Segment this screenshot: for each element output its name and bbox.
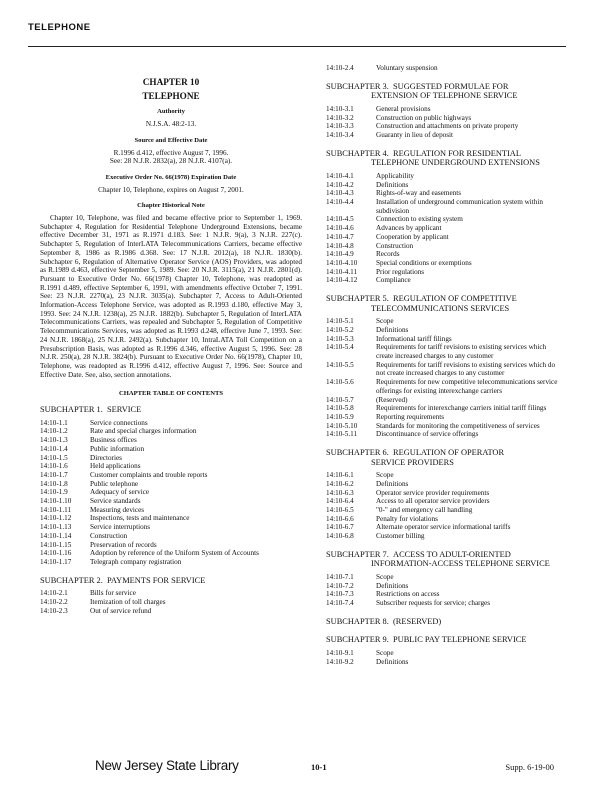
section-number: 14:10-5.6 bbox=[326, 378, 354, 387]
section-number: 14:10-1.1 bbox=[40, 418, 68, 427]
toc-entry bbox=[40, 532, 302, 541]
section-number: 14:10-1.3 bbox=[40, 436, 68, 445]
section-number: 14:10-5.9 bbox=[326, 412, 354, 421]
toc-entry bbox=[40, 471, 302, 480]
toc-entry bbox=[40, 523, 302, 532]
section-number: 14:10-5.3 bbox=[326, 334, 354, 343]
section-number: 14:10-1.5 bbox=[40, 453, 68, 462]
section-title: Definitions bbox=[376, 325, 409, 334]
section-number: 14:10-2.1 bbox=[40, 589, 68, 598]
section-title: Requirements for tariff revisions to existing services which create increased charges to any customer bbox=[376, 343, 547, 361]
section-number: 14:10-1.11 bbox=[40, 505, 72, 514]
right-subchapters bbox=[326, 64, 558, 666]
header-rule bbox=[28, 46, 566, 47]
section-number: 14:10-7.3 bbox=[326, 590, 354, 599]
toc-entry bbox=[326, 233, 558, 242]
section-number: 14:10-4.2 bbox=[326, 180, 354, 189]
subchapter-title-cont: SERVICE PROVIDERS bbox=[371, 457, 454, 467]
section-title: Directories bbox=[90, 453, 122, 462]
toc-entry bbox=[326, 198, 558, 215]
section-title: Rights-of-way and easements bbox=[376, 189, 462, 198]
subchapter-title: REGULATION OF OPERATOR bbox=[393, 448, 505, 458]
section-title: Special conditions or exemptions bbox=[376, 258, 472, 267]
subchapter-heading bbox=[326, 635, 558, 645]
toc-entry bbox=[326, 242, 558, 251]
section-number: 14:10-4.5 bbox=[326, 215, 354, 224]
subchapter-title-cont: TELECOMMUNICATIONS SERVICES bbox=[371, 303, 510, 313]
toc-entry bbox=[40, 427, 302, 436]
toc-entry bbox=[40, 598, 302, 607]
section-title: Adequacy of service bbox=[90, 488, 150, 497]
toc-entry bbox=[40, 480, 302, 489]
left-column bbox=[40, 64, 302, 615]
section-title: Voluntary suspension bbox=[376, 64, 438, 72]
section-title: Scope bbox=[376, 573, 394, 582]
section-title: Service connections bbox=[90, 418, 148, 427]
toc-entry bbox=[326, 497, 558, 506]
section-title: Telegraph company registration bbox=[90, 557, 182, 566]
subchapter-heading bbox=[326, 294, 558, 313]
section-title: Scope bbox=[376, 649, 394, 658]
section-title: Installation of underground communication system within subdivision bbox=[376, 198, 543, 215]
section-number: 14:10-4.9 bbox=[326, 250, 354, 259]
historical-note-text: Chapter 10, Telephone, was filed and became effective prior to September 1, 1969. Subchapter 4, Regulation for Residential Telephone Underground Extensions, became effective December 31, 1971 as R.1971 d.183. See: 1 N.J.R. 9(a), 3 N.J.R. 227(c). Subchapter 5, Regulation of InterLATA Telecommunications Carriers, became effective September 8, 1986 as R.1986 d.368. See: 17 N.J.R. 2012(a), 18 N.J.R. 1830(b). Subchapter 6, Regulation of Alternative Operator Service (AOS) Providers, was adopted as R.1989 d.463, effective September 5, 1989. See: 20 N.J.R. 3115(a), 21 N.J.R. 2801(d). Pursuant to Executive Order No. 66(1978) Chapter 10, Telephone, was readopted as R.1991 d.489, effective September 6, 1991, with amendments effective October 7, 1991. See: 23 N.J.R. 2270(a), 23 N.J.R. 3035(a). Subchapter 7, Access to Adult-Oriented Information-Access Telephone Service, was adopted as R.1993 d.180, effective May 3, 1993. See: 24 N.J.R. 1238(a), 25 N.J.R. 1882(b). Subchapter 5, Regulation of InterLATA Telecommunications Carriers, was repealed and Subchapter 5, Regulation of Competitive Telecommunications Services, was adopted as R.1993 d.248, effective June 7, 1993. See: 24 N.J.R. 1868(a), 25 N.J.R. 2492(a). Subchapter 10, IntraLATA Toll Competition on a Presubscription Basis, was adopted as R.1996 d.346, effective August 5, 1996. See: 28 N.J.R. 250(a), 28 N.J.R. 3824(b). Pursuant to Executive Order No. 66(1978), Chapter 10, Telephone, was readopted as R.1996 d.412, effective August 7, 1996. See: Source and Effective Date. See, also, section annotations. bbox=[40, 214, 302, 379]
section-number: 14:10-1.8 bbox=[40, 479, 68, 488]
section-title: Construction and attachments on private property bbox=[376, 122, 519, 131]
subchapter-heading bbox=[326, 82, 558, 101]
section-number: 14:10-5.8 bbox=[326, 404, 354, 413]
section-number: 14:10-5.11 bbox=[326, 430, 358, 439]
toc-entry bbox=[326, 523, 558, 532]
toc-entry bbox=[326, 396, 558, 405]
section-number: 14:10-4.8 bbox=[326, 241, 354, 250]
section-number: 14:10-4.6 bbox=[326, 224, 354, 233]
toc-entry bbox=[326, 181, 558, 190]
toc-entry bbox=[326, 268, 558, 277]
toc-entry bbox=[326, 658, 558, 667]
section-list bbox=[326, 649, 558, 666]
section-number: 14:10-4.4 bbox=[326, 198, 354, 206]
section-title: Scope bbox=[376, 317, 394, 326]
toc-entry bbox=[40, 488, 302, 497]
toc-entry bbox=[326, 189, 558, 198]
section-number: 14:10-6.6 bbox=[326, 514, 354, 523]
toc-entry bbox=[40, 454, 302, 463]
chapter-number: CHAPTER 10 bbox=[142, 77, 200, 87]
section-title: Service interruptions bbox=[90, 523, 151, 532]
section-list bbox=[326, 64, 558, 73]
section-title: Measuring devices bbox=[90, 505, 145, 514]
toc-entry bbox=[326, 335, 558, 344]
toc-entry bbox=[326, 378, 558, 395]
section-title: General provisions bbox=[376, 104, 431, 113]
running-head: TELEPHONE bbox=[28, 22, 91, 33]
section-list bbox=[40, 589, 302, 615]
section-number: 14:10-6.7 bbox=[326, 523, 354, 532]
toc-entry bbox=[326, 489, 558, 498]
section-title: Standards for monitoring the competitiveness of services bbox=[376, 421, 540, 430]
section-number: 14:10-3.4 bbox=[326, 131, 354, 139]
toc-entry bbox=[326, 413, 558, 422]
section-number: 14:10-4.11 bbox=[326, 267, 358, 276]
subchapter-label: SUBCHAPTER 8. bbox=[326, 616, 389, 626]
toc-entry bbox=[40, 462, 302, 471]
section-title: Requirements for interexchange carriers initial tariff filings bbox=[376, 404, 547, 413]
section-list bbox=[326, 573, 558, 608]
executive-order-heading: Executive Order No. 66(1978) Expiration Date bbox=[105, 173, 237, 181]
section-number: 14:10-6.8 bbox=[326, 532, 354, 541]
section-title: Service standards bbox=[90, 497, 141, 506]
toc-entry bbox=[40, 549, 302, 558]
section-list bbox=[326, 317, 558, 439]
toc-entry bbox=[326, 573, 558, 582]
section-title: Penalty for violations bbox=[376, 514, 438, 523]
section-title: Customer complaints and trouble reports bbox=[90, 470, 208, 479]
section-title: Preservation of records bbox=[90, 540, 157, 549]
section-number: 14:10-1.13 bbox=[40, 523, 72, 532]
toc-entry bbox=[326, 215, 558, 224]
authority-heading: Authority bbox=[157, 108, 185, 116]
subchapter-title: PAYMENTS FOR SERVICE bbox=[107, 575, 206, 585]
source-line: R.1996 d.412, effective August 7, 1996. bbox=[113, 148, 229, 157]
section-title: Advances by applicant bbox=[376, 224, 442, 233]
section-number: 14:10-9.2 bbox=[326, 657, 354, 666]
section-number: 14:10-1.10 bbox=[40, 497, 72, 506]
subchapter-title: SERVICE bbox=[107, 405, 142, 415]
toc-entry bbox=[326, 64, 558, 73]
section-number: 14:10-6.3 bbox=[326, 488, 354, 497]
section-title: Definitions bbox=[376, 180, 409, 189]
section-number: 14:10-1.16 bbox=[40, 549, 72, 558]
subchapter-heading bbox=[326, 550, 558, 569]
section-title: Out of service refund bbox=[90, 606, 152, 615]
section-title: Inspections, tests and maintenance bbox=[90, 514, 190, 523]
toc-entry bbox=[40, 419, 302, 428]
source-heading: Source and Effective Date bbox=[134, 136, 208, 144]
right-column bbox=[326, 64, 558, 666]
subchapter-title-cont: INFORMATION-ACCESS TELEPHONE SERVICE bbox=[371, 559, 550, 569]
subchapter-label: SUBCHAPTER 6. bbox=[326, 448, 389, 458]
toc-entry bbox=[40, 607, 302, 616]
left-subchapters bbox=[40, 405, 302, 615]
section-number: 14:10-7.4 bbox=[326, 599, 354, 608]
section-list bbox=[326, 471, 558, 541]
library-stamp: New Jersey State Library bbox=[95, 758, 239, 773]
section-number: 14:10-7.1 bbox=[326, 573, 354, 582]
section-title: Cooperation by applicant bbox=[376, 232, 449, 241]
section-number: 14:10-6.1 bbox=[326, 471, 354, 480]
section-title: Public telephone bbox=[90, 479, 139, 488]
executive-order-text: Chapter 10, Telephone, expires on August 7, 2001. bbox=[98, 185, 244, 194]
section-number: 14:10-3.1 bbox=[326, 104, 354, 113]
toc-entry bbox=[40, 514, 302, 523]
subchapter-title: ACCESS TO ADULT-ORIENTED bbox=[393, 549, 511, 559]
toc-entry bbox=[326, 326, 558, 335]
section-title: Alternate operator service informational tariffs bbox=[376, 523, 511, 532]
subchapter-label: SUBCHAPTER 7. bbox=[326, 549, 389, 559]
toc-entry bbox=[326, 532, 558, 541]
section-number: 14:10-5.7 bbox=[326, 395, 354, 404]
section-number: 14:10-1.7 bbox=[40, 470, 68, 479]
section-title: Requirements for new competitive telecommunications service offerings for existing interexchange carriers bbox=[376, 378, 558, 395]
section-number: 14:10-6.5 bbox=[326, 506, 354, 515]
section-number: 14:10-5.1 bbox=[326, 317, 354, 326]
chapter-title: TELEPHONE bbox=[142, 90, 200, 101]
subchapter-heading bbox=[40, 576, 302, 586]
section-title: Reporting requirements bbox=[376, 412, 445, 421]
section-title: Business offices bbox=[90, 436, 137, 445]
section-title: Scope bbox=[376, 471, 394, 480]
toc-entry bbox=[326, 471, 558, 480]
section-list bbox=[40, 419, 302, 567]
section-title: Prior regulations bbox=[376, 267, 425, 276]
toc-entry bbox=[326, 649, 558, 658]
section-title: Public information bbox=[90, 444, 145, 453]
section-title: Adoption by reference of the Uniform System of Accounts bbox=[90, 549, 259, 558]
section-title: Construction bbox=[376, 241, 414, 250]
subchapter-label: SUBCHAPTER 1. bbox=[40, 405, 103, 415]
source-line: See: 28 N.J.R. 2832(a), 28 N.J.R. 4107(a). bbox=[109, 157, 233, 166]
section-title: Definitions bbox=[376, 581, 409, 590]
toc-entry bbox=[326, 250, 558, 259]
section-title: Construction on public highways bbox=[376, 113, 472, 122]
section-number: 14:10-2.3 bbox=[40, 606, 68, 615]
section-list bbox=[326, 105, 558, 140]
toc-entry bbox=[326, 172, 558, 181]
section-title: Records bbox=[376, 250, 400, 259]
section-number: 14:10-6.2 bbox=[326, 479, 354, 488]
section-number: 14:10-9.1 bbox=[326, 649, 354, 658]
section-title: (Reserved) bbox=[376, 395, 408, 404]
section-title: Construction bbox=[90, 531, 128, 540]
section-number: 14:10-4.3 bbox=[326, 189, 354, 198]
subchapter-title: (RESERVED) bbox=[393, 616, 442, 626]
page-number: 10-1 bbox=[311, 762, 327, 772]
toc-entry bbox=[40, 558, 302, 567]
subchapter-title: REGULATION FOR RESIDENTIAL bbox=[393, 148, 521, 158]
subchapter-title-cont: EXTENSION OF TELEPHONE SERVICE bbox=[371, 91, 518, 101]
subchapter-label: SUBCHAPTER 2. bbox=[40, 575, 103, 585]
section-title: Bills for service bbox=[90, 589, 136, 598]
toc-heading: CHAPTER TABLE OF CONTENTS bbox=[118, 390, 224, 398]
section-number: 14:10-1.4 bbox=[40, 444, 68, 453]
section-number: 14:10-6.4 bbox=[326, 497, 354, 506]
section-title: Definitions bbox=[376, 479, 409, 488]
section-title: Informational tariff filings bbox=[376, 334, 452, 343]
toc-entry bbox=[40, 541, 302, 550]
section-number: 14:10-1.6 bbox=[40, 462, 68, 471]
toc-entry bbox=[40, 436, 302, 445]
section-number: 14:10-4.12 bbox=[326, 276, 358, 285]
section-number: 14:10-1.15 bbox=[40, 540, 72, 549]
subchapter-title: SUGGESTED FORMULAE FOR bbox=[393, 81, 509, 91]
section-title: Itemization of toll charges bbox=[90, 597, 166, 606]
section-number: 14:10-5.4 bbox=[326, 343, 354, 352]
section-number: 14:10-5.10 bbox=[326, 421, 358, 430]
section-title: Rate and special charges information bbox=[90, 427, 197, 436]
toc-entry bbox=[326, 276, 558, 285]
toc-entry bbox=[40, 506, 302, 515]
subchapter-label: SUBCHAPTER 9. bbox=[326, 635, 389, 645]
section-number: 14:10-2.4 bbox=[326, 64, 354, 72]
section-number: 14:10-1.14 bbox=[40, 531, 72, 540]
toc-entry bbox=[326, 224, 558, 233]
toc-entry bbox=[40, 445, 302, 454]
toc-entry bbox=[326, 259, 558, 268]
toc-entry bbox=[326, 590, 558, 599]
toc-entry bbox=[326, 361, 558, 378]
supplement-date: Supp. 6-19-00 bbox=[505, 762, 554, 772]
subchapter-heading bbox=[40, 405, 302, 415]
subchapter-title: PUBLIC PAY TELEPHONE SERVICE bbox=[393, 635, 527, 645]
toc-entry bbox=[326, 422, 558, 431]
toc-entry bbox=[326, 480, 558, 489]
section-title: Compliance bbox=[376, 276, 411, 285]
subchapter-heading bbox=[326, 149, 558, 168]
section-title: Customer billing bbox=[376, 532, 425, 541]
section-title: Operator service provider requirements bbox=[376, 488, 490, 497]
section-number: 14:10-1.9 bbox=[40, 488, 68, 497]
toc-entry bbox=[326, 599, 558, 608]
section-number: 14:10-4.10 bbox=[326, 258, 358, 267]
toc-entry bbox=[40, 589, 302, 598]
toc-entry bbox=[326, 404, 558, 413]
section-number: 14:10-1.12 bbox=[40, 514, 72, 523]
section-number: 14:10-1.2 bbox=[40, 427, 68, 436]
toc-entry bbox=[326, 105, 558, 114]
section-number: 14:10-2.2 bbox=[40, 597, 68, 606]
toc-entry bbox=[326, 317, 558, 326]
toc-entry bbox=[326, 515, 558, 524]
toc-entry bbox=[326, 122, 558, 131]
toc-entry bbox=[326, 114, 558, 123]
section-title: Requirements for tariff revisions to existing services which do not create increased charges to any customer bbox=[376, 360, 556, 378]
authority-text: N.J.S.A. 48:2-13. bbox=[145, 120, 197, 129]
subchapter-heading bbox=[326, 617, 558, 627]
section-number: 14:10-5.2 bbox=[326, 325, 354, 334]
toc-entry bbox=[326, 343, 558, 360]
section-title: Held applications bbox=[90, 462, 141, 471]
section-title: "0-" and emergency call handling bbox=[376, 506, 473, 515]
subchapter-heading bbox=[326, 448, 558, 467]
toc-entry bbox=[326, 582, 558, 591]
toc-entry bbox=[326, 131, 558, 140]
section-title: Applicability bbox=[376, 171, 414, 180]
section-number: 14:10-3.3 bbox=[326, 122, 354, 131]
section-number: 14:10-1.17 bbox=[40, 557, 72, 566]
historical-note-heading: Chapter Historical Note bbox=[137, 202, 205, 210]
subchapter-title-cont: TELEPHONE UNDERGROUND EXTENSIONS bbox=[371, 158, 540, 168]
section-title: Access to all operator service providers bbox=[376, 497, 490, 506]
toc-entry bbox=[326, 506, 558, 515]
section-title: Guaranty in lieu of deposit bbox=[376, 131, 454, 139]
subchapter-title: REGULATION OF COMPETITIVE bbox=[393, 294, 517, 304]
toc-entry bbox=[40, 497, 302, 506]
section-title: Connection to existing system bbox=[376, 215, 463, 224]
section-title: Restrictions on access bbox=[376, 590, 440, 599]
section-number: 14:10-3.2 bbox=[326, 113, 354, 122]
subchapter-label: SUBCHAPTER 5. bbox=[326, 294, 389, 304]
section-number: 14:10-7.2 bbox=[326, 581, 354, 590]
section-title: Definitions bbox=[376, 657, 409, 666]
section-number: 14:10-5.5 bbox=[326, 360, 354, 369]
section-number: 14:10-4.1 bbox=[326, 171, 354, 180]
section-number: 14:10-4.7 bbox=[326, 232, 354, 241]
section-list bbox=[326, 172, 558, 285]
section-title: Discontinuance of service offerings bbox=[376, 430, 479, 439]
toc-entry bbox=[326, 430, 558, 439]
subchapter-label: SUBCHAPTER 3. bbox=[326, 81, 389, 91]
subchapter-label: SUBCHAPTER 4. bbox=[326, 148, 389, 158]
section-title: Subscriber requests for service; charges bbox=[376, 599, 491, 608]
